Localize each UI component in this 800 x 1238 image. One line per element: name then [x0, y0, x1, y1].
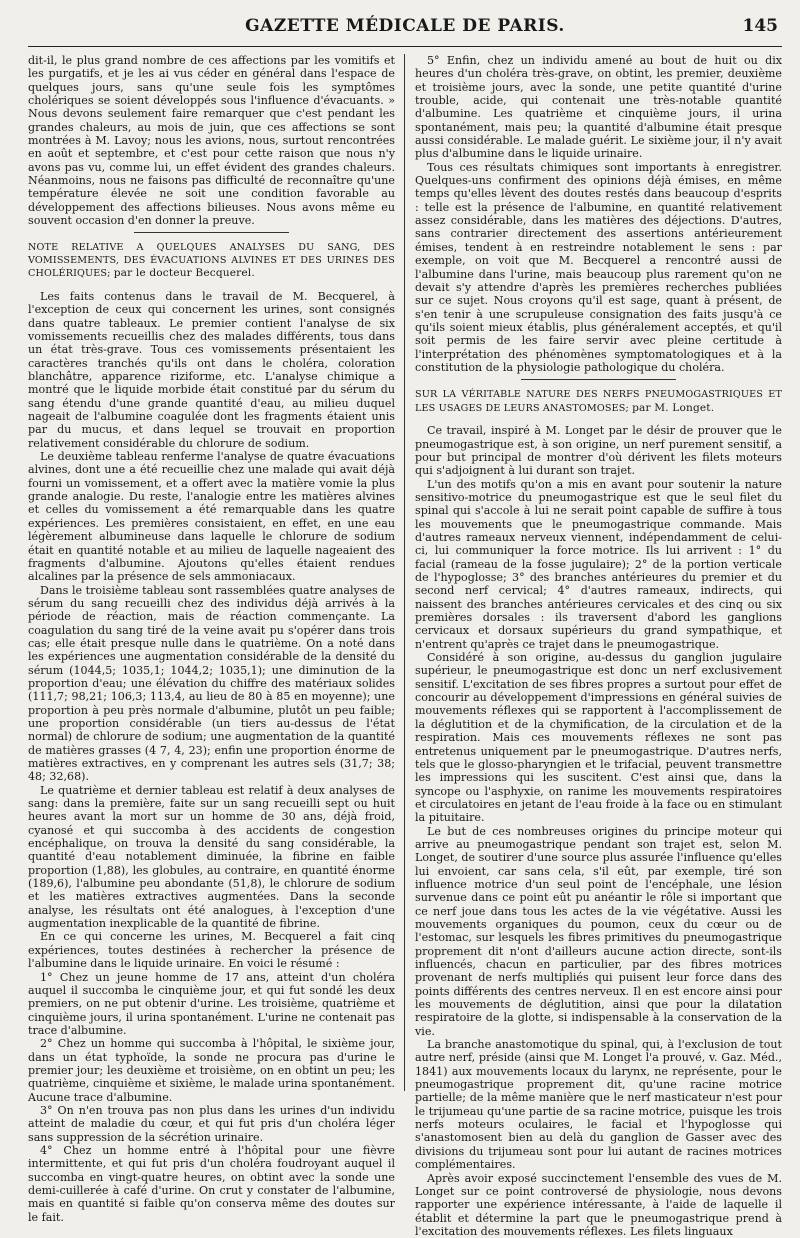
journal-title: GAZETTE MÉDICALE DE PARIS. [28, 16, 782, 36]
paragraph: 5° Enfin, chez un individu amené au bout de huit ou dix heures d'un choléra très-grave, on obtint, les premier, deuxième et troisième jours, avec la sonde, une petite quantité d'urine trouble, acide, qui contenait une très-notable quantité d'albumine. Les quatrième et cinquième jours, il urina spontanément, mais peu; la quantité d'albumine était presque aussi considérable. Le malade guérit. Le sixième jour, il n'y avait plus d'albumine dans le liquide urinaire. [415, 54, 782, 161]
paragraph: Tous ces résultats chimiques sont importants à enregistrer. Quelques-uns confirment des opinions déjà émises, en même temps qu'elles lèvent des doutes restés dans beaucoup d'esprits : telle est la présence de l'albumine, en quantité relativement assez considérable, dans les matières des déjections. D'autres, sans contrarier directement des assertions antérieurement émises, tendent à en restreindre notablement le sens : par exemple, on voit que M. Becquerel a rencontré aussi de l'albumine dans l'urine, mais beaucoup plus rarement qu'on ne devait s'y attendre d'après les premières recherches publiées sur ce sujet. Nous croyons qu'il est sage, quant à présent, de s'en tenir à une scrupuleuse consignation des faits jusqu'à ce qu'ils soient mieux établis, plus généralement acceptés, et qu'il soit permis de les faire servir avec pleine certitude à l'interprétation des phénomènes symptomatologiques et à la constitution de la physiologie pathologique du choléra. [415, 161, 782, 375]
page-header [28, 0, 782, 47]
paragraph: 3° On n'en trouva pas non plus dans les urines d'un individu atteint de maladie du cœur, et qui fut pris d'un choléra léger sans suppression de la sécrétion urinaire. [28, 1104, 395, 1144]
divider [521, 379, 675, 380]
section-heading-longet [415, 389, 782, 415]
divider [134, 232, 288, 233]
paragraph: dit-il, le plus grand nombre de ces affections par les vomitifs et les purgatifs, et je les ai vus céder en général dans l'espace de quelques jours, sans qu'une seule fois les symptômes cholériques se soient développés sous l'influence d'évacuants. » Nous devons seulement faire remarquer que c'est pendant les grandes chaleurs, au mois de juin, que ces affections se sont montrées à M. Lavoy; nous les avions, nous, surtout rencontrées en août et septembre, et c'est pour cette raison que nous n'y avons pas vu, comme lui, un effet évident des grandes chaleurs. Néanmoins, nous ne faisons pas difficulté de reconnaître qu'une température élevée ne soit une condition favorable au développement des affections bilieuses. Nous avons même eu souvent occasion d'en donner la preuve. [28, 54, 395, 227]
paragraph: 4° Chez un homme entré à l'hôpital pour une fièvre intermittente, et qui fut pris d'un choléra foudroyant auquel il succomba en vingt-quatre heures, on obtint avec la sonde une demi-cuillerée à café d'urine. On crut y constater de l'albumine, mais en quantité si faible qu'on conserva même des doutes sur le fait. [28, 1144, 395, 1224]
paragraph: Les faits contenus dans le travail de M. Becquerel, à l'exception de ceux qui concernent les urines, sont consignés dans quatre tableaux. Le premier contient l'analyse de six vomissements recueillis chez des malades différents, tous dans un état très-grave. Tous ces vomissements présentaient les caractères tranchés qu'ils ont dans le choléra, coloration blanchâtre, apparence riziforme, etc. L'analyse chimique a montré que le liquide morbide était constitué par du sérum du sang étendu d'une grande quantité d'eau, au milieu duquel nageait de l'albumine coagulée dont les fragments étaient unis par du mucus, et dans lequel se trouvait en proportion relativement considérable du chlorure de sodium. [28, 290, 395, 450]
paragraph: Le deuxième tableau renferme l'analyse de quatre évacuations alvines, dont une a été recueillie chez une malade qui avait déjà fourni un vomissement, et a offert avec la matière vomie la plus grande analogie. Du reste, l'analogie entre les matières alvines et celles du vomissement a été remarquable dans les quatre expériences. Les premières consistaient, en effet, en une eau légèrement albumineuse dans laquelle le chlorure de sodium était en quantité notable et au milieu de laquelle nageaient des fragments d'albumine. Ajoutons qu'elles étaient rendues alcalines par la présence de sels ammoniacaux. [28, 450, 395, 583]
paragraph: Après avoir exposé succinctement l'ensemble des vues de M. Longet sur ce point controversé de physiologie, nous devons rapporter une expérience intéressante, à l'aide de laquelle il établit et détermine la part que le pneumogastrique prend à l'excitation des mouvements réflexes. Les filets linguaux [415, 1172, 782, 1238]
paragraph: Ce travail, inspiré à M. Longet par le désir de prouver que le pneumogastrique est, à son origine, un nerf purement sensitif, a pour but principal de montrer d'où dérivent les filets moteurs qui s'adjoignent à lui durant son trajet. [415, 424, 782, 477]
left-column [28, 54, 405, 1091]
paragraph: La branche anastomotique du spinal, qui, à l'exclusion de tout autre nerf, préside (ainsi que M. Longet l'a prouvé, v. Gaz. Méd., 1841) aux mouvements locaux du larynx, ne représente, pour le pneumogastrique proprement dit, qu'une racine motrice partielle; de la même manière que le nerf masticateur n'est pour le trijumeau qu'une partie de sa racine motrice, puisque les trois nerfs moteurs oculaires, le facial et l'hypoglosse qui s'anastomosent bien au delà du ganglion de Gasser avec des divisions du trijumeau sont pour lui autant de racines motrices complémentaires. [415, 1038, 782, 1171]
paragraph: En ce qui concerne les urines, M. Becquerel a fait cinq expériences, toutes destinées à rechercher la présence de l'albumine dans le liquide urinaire. En voici le résumé : [28, 930, 395, 970]
text-columns [28, 54, 782, 1091]
section-heading-becquerel [28, 242, 395, 281]
paragraph: Le but de ces nombreuses origines du principe moteur qui arrive au pneumogastrique pendant son trajet est, selon M. Longet, de soutirer d'une source plus assurée l'influence qu'elles lui envoient, car sans cela, s'il eût, par exemple, tiré son influence motrice d'un seul point de l'encéphale, une lésion survenue dans ce point eût pu anéantir le rôle si important que ce nerf joue dans tous les actes de la vie végétative. Aussi les mouvements organiques du poumon, ceux du cœur ou de l'estomac, sur lesquels les fibres primitives du pneumogastrique proprement dit n'ont d'ailleurs aucune action directe, sont-ils influencés, chacun en particulier, par des fibres motrices provenant de nerfs multipliés qui puisent leur force dans des points différents des centres nerveux. Il en est encore ainsi pour les mouvements de déglutition, ainsi que pour la dilatation respiratoire de la glotte, si indispensable à la conservation de la vie. [415, 825, 782, 1039]
paragraph: 1° Chez un jeune homme de 17 ans, atteint d'un choléra auquel il succomba le cinquième jour, et qui fut sondé les deux premiers, on ne put obtenir d'urine. Les troisième, quatrième et cinquième jours, il urina spontanément. L'urine ne contenait pas trace d'albumine. [28, 971, 395, 1038]
paragraph: 2° Chez un homme qui succomba à l'hôpital, le sixième jour, dans un état typhoïde, la sonde ne procura pas d'urine le premier jour; les deuxième et troisième, on en obtint un peu; les quatrième, cinquième et sixième, le malade urina spontanément. Aucune trace d'albumine. [28, 1037, 395, 1104]
paragraph: Le quatrième et dernier tableau est relatif à deux analyses de sang: dans la première, faite sur un sang recueilli sept ou huit heures avant la mort sur un homme de 30 ans, déjà froid, cyanosé et qui succomba à des accidents de congestion encéphalique, on trouva la densité du sang considérable, la quantité d'eau notablement diminuée, la fibrine en faible proportion (1,88), les globules, au contraire, en quantité énorme (189,6), l'albumine peu abondante (51,8), le chlorure de sodium et les matières extractives augmentées. Dans la seconde analyse, les résultats ont été analogues, à l'exception d'une augmentation inexplicable de la quantité de fibrine. [28, 784, 395, 931]
section-title: NOTE RELATIVE A QUELQUES ANALYSES DU SANG, DES VOMISSEMENTS, DES ÉVACUATIONS ALVINES ET DES URINES DES CHOLÉRIQUES; [28, 242, 395, 279]
paragraph: L'un des motifs qu'on a mis en avant pour soutenir la nature sensitivo-motrice du pneumogastrique est que le seul filet du spinal qui s'accole à lui ne serait point capable de suffire à tous les mouvements que le pneumogastrique commande. Mais d'autres rameaux nerveux viennent, indépendamment de celui-ci, lui communiquer la force motrice. Ils lui arrivent : 1° du facial (rameau de la fosse jugulaire); 2° de la portion verticale de l'hypoglosse; 3° des branches antérieures du premier et du second nerf cervical; 4° d'autres rameaux, indirects, qui naissent des branches antérieures cervicales et des cinq ou six premières dorsales : ils traversent d'abord les ganglions cervicaux et dorsaux supérieurs du grand sympathique, et n'entrent qu'après ce trajet dans le pneumogastrique. [415, 478, 782, 651]
paragraph: Considéré à son origine, au-dessus du ganglion jugulaire supérieur, le pneumogastrique est donc un nerf exclusivement sensitif. L'excitation de ses fibres propres a surtout pour effet de concourir au développement d'impressions en général suivies de mouvements réflexes qui se rapportent à l'accomplissement de la déglutition et de la chymification, de la circulation et de la respiration. Mais ces mouvements réflexes ne sont pas entretenus uniquement par le pneumogastrique. D'autres nerfs, tels que le glosso-pharyngien et le trifacial, peuvent transmettre les impressions qui les suscitent. C'est ainsi que, dans la syncope ou l'asphyxie, on ranime les mouvements respiratoires et circulatoires en jetant de l'eau froide à la face ou en stimulant la pituitaire. [415, 651, 782, 824]
page-number: 145 [743, 16, 779, 36]
section-author: par le docteur Becquerel. [114, 267, 255, 279]
right-column [405, 54, 782, 1091]
paragraph: Dans le troisième tableau sont rassemblées quatre analyses de sérum du sang recueilli chez des individus déjà arrivés à la période de réaction, mais de réaction commençante. La coagulation du sang tiré de la veine avait pu s'opérer dans trois cas; elle était presque nulle dans le quatrième. On a noté dans les expériences une augmentation considérable de la densité du sérum (1044,5; 1035,1; 1044,2; 1035,1); une diminution de la proportion d'eau; une élévation du chiffre des matériaux solides (111,7; 98,21; 106,3; 113,4, au lieu de 80 à 85 en moyenne); une proportion à peu près normale d'albumine, plutôt un peu faible; une proportion considérable (un tiers au-dessus de l'état normal) de chlorure de sodium; une augmentation de la quantité de matières grasses (4 7, 4, 23); enfin une proportion énorme de matières extractives, en y comprenant les autres sels (31,7; 38; 48; 32,68). [28, 584, 395, 784]
section-author: par M. Longet. [632, 402, 714, 414]
section-title: SUR LA VÉRITABLE NATURE DES NERFS PNEUMOGASTRIQUES ET LES USAGES DE LEURS ANASTOMOSES; [415, 389, 782, 414]
